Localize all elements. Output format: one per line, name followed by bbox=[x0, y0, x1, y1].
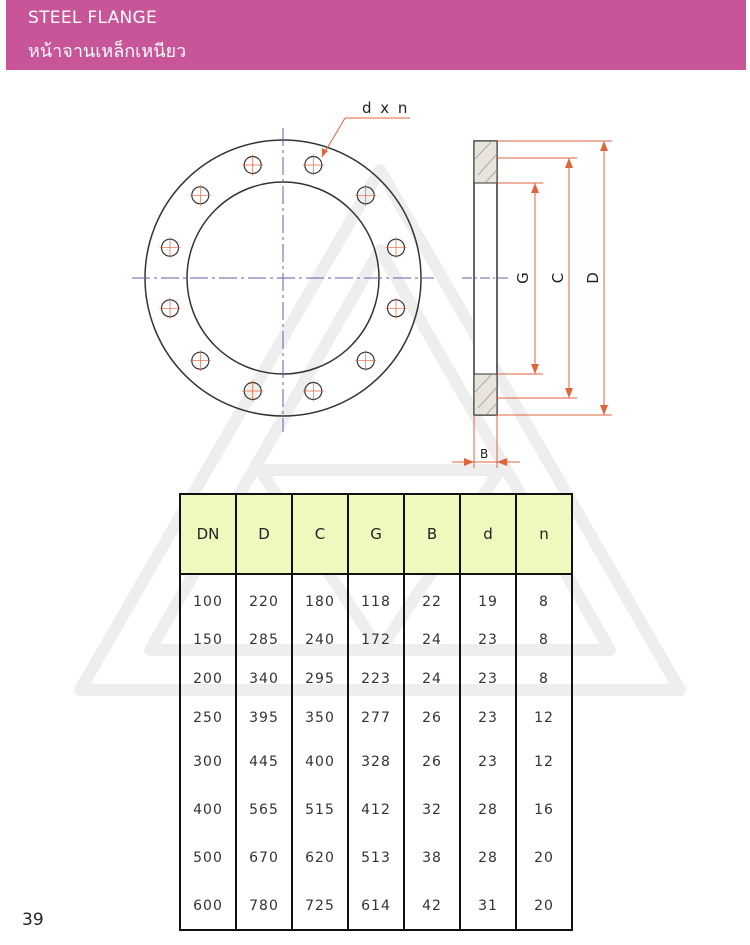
table-cell: 513 bbox=[348, 834, 404, 882]
table-cell: 26 bbox=[404, 738, 460, 786]
table-header-row bbox=[180, 494, 572, 574]
dimension-c-label: C bbox=[549, 272, 567, 284]
table-cell: 600 bbox=[180, 882, 236, 930]
table-cell: 24 bbox=[404, 620, 460, 659]
table-cell: 23 bbox=[460, 698, 516, 738]
table-cell: 220 bbox=[236, 574, 292, 620]
hole-callout bbox=[322, 118, 410, 157]
table-cell: 277 bbox=[348, 698, 404, 738]
column-header-c: C bbox=[292, 494, 348, 574]
table-row bbox=[180, 882, 572, 930]
table-cell: 200 bbox=[180, 659, 236, 698]
table-cell: 725 bbox=[292, 882, 348, 930]
table-cell: 38 bbox=[404, 834, 460, 882]
page-number: 39 bbox=[22, 910, 44, 930]
table-cell: 565 bbox=[236, 786, 292, 834]
table-cell: 118 bbox=[348, 574, 404, 620]
table-cell: 8 bbox=[516, 620, 572, 659]
table-cell: 328 bbox=[348, 738, 404, 786]
table-cell: 23 bbox=[460, 659, 516, 698]
table-cell: 515 bbox=[292, 786, 348, 834]
hole-label: d x n bbox=[362, 99, 410, 117]
table-cell: 780 bbox=[236, 882, 292, 930]
table-row bbox=[180, 574, 572, 620]
table-cell: 19 bbox=[460, 574, 516, 620]
table-cell: 16 bbox=[516, 786, 572, 834]
dimension-g-label: G bbox=[514, 272, 532, 284]
column-header-b: B bbox=[404, 494, 460, 574]
flange-front-view bbox=[132, 128, 434, 432]
table-row bbox=[180, 620, 572, 659]
table-cell: 24 bbox=[404, 659, 460, 698]
title-thai: หน้าจานเหล็กเหนียว bbox=[28, 41, 187, 62]
table-cell: 445 bbox=[236, 738, 292, 786]
table-cell: 250 bbox=[180, 698, 236, 738]
column-header-n: n bbox=[516, 494, 572, 574]
column-header-d-hole: d bbox=[460, 494, 516, 574]
table-cell: 350 bbox=[292, 698, 348, 738]
table-cell: 500 bbox=[180, 834, 236, 882]
table-cell: 20 bbox=[516, 834, 572, 882]
table-row bbox=[180, 834, 572, 882]
table-cell: 223 bbox=[348, 659, 404, 698]
table-cell: 26 bbox=[404, 698, 460, 738]
column-header-g: G bbox=[348, 494, 404, 574]
dimension-b-label: B bbox=[480, 447, 489, 461]
table-cell: 42 bbox=[404, 882, 460, 930]
table-cell: 23 bbox=[460, 738, 516, 786]
table-cell: 300 bbox=[180, 738, 236, 786]
table-cell: 12 bbox=[516, 738, 572, 786]
table-cell: 400 bbox=[292, 738, 348, 786]
table-cell: 172 bbox=[348, 620, 404, 659]
table-row bbox=[180, 698, 572, 738]
table-row bbox=[180, 738, 572, 786]
table-cell: 8 bbox=[516, 659, 572, 698]
table-cell: 285 bbox=[236, 620, 292, 659]
column-header-dn: DN bbox=[180, 494, 236, 574]
table-cell: 400 bbox=[180, 786, 236, 834]
table-cell: 670 bbox=[236, 834, 292, 882]
title-english: STEEL FLANGE bbox=[28, 8, 158, 28]
table-cell: 8 bbox=[516, 574, 572, 620]
table-cell: 22 bbox=[404, 574, 460, 620]
dimension-d-label: D bbox=[584, 272, 602, 284]
table-cell: 395 bbox=[236, 698, 292, 738]
table-cell: 31 bbox=[460, 882, 516, 930]
table-cell: 240 bbox=[292, 620, 348, 659]
table-cell: 32 bbox=[404, 786, 460, 834]
table-cell: 180 bbox=[292, 574, 348, 620]
table-cell: 20 bbox=[516, 882, 572, 930]
table-row bbox=[180, 659, 572, 698]
table-cell: 12 bbox=[516, 698, 572, 738]
table-cell: 614 bbox=[348, 882, 404, 930]
table-cell: 295 bbox=[292, 659, 348, 698]
column-header-d-outer: D bbox=[236, 494, 292, 574]
table-row bbox=[180, 786, 572, 834]
flange-spec-table bbox=[179, 493, 573, 931]
table-cell: 100 bbox=[180, 574, 236, 620]
table-cell: 340 bbox=[236, 659, 292, 698]
table-cell: 28 bbox=[460, 834, 516, 882]
table-cell: 23 bbox=[460, 620, 516, 659]
table-cell: 412 bbox=[348, 786, 404, 834]
table-cell: 28 bbox=[460, 786, 516, 834]
table-cell: 150 bbox=[180, 620, 236, 659]
table-cell: 620 bbox=[292, 834, 348, 882]
